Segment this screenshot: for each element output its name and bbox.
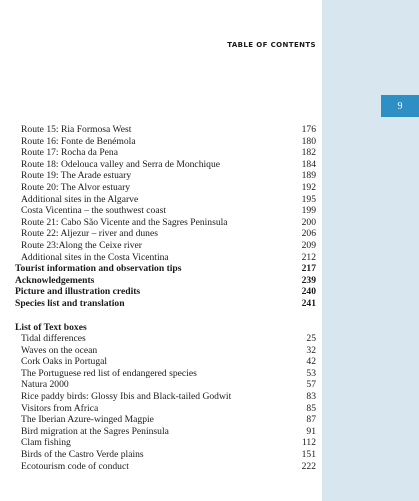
toc-entry-title: Route 17: Rocha da Pena [21,147,118,159]
table-of-contents [15,124,316,472]
toc-entry [15,182,316,194]
toc-entry-page: 180 [301,135,316,147]
toc-entry [15,263,316,275]
toc-entry-title: Species list and translation [15,297,125,309]
toc-entry-title: Birds of the Castro Verde plains [21,449,144,461]
running-header: TABLE OF CONTENTS [227,41,316,49]
toc-entry-page: 212 [301,251,316,263]
toc-entry-page: 85 [306,402,316,414]
toc-entry [15,275,316,287]
toc-entry-title: Visitors from Africa [21,402,99,414]
toc-entry-title: Route 15: Ria Formosa West [21,124,132,135]
toc-entry-title: The Portuguese red list of endangered species [21,367,197,379]
toc-entry [15,426,316,438]
toc-entry-title: Ecotourism code of conduct [21,460,129,472]
toc-entry-page: 25 [306,333,316,345]
toc-entry [15,449,316,461]
toc-entry [15,136,316,148]
toc-entry-title: Additional sites in the Costa Vicentina [21,251,169,263]
toc-entry-page: 200 [301,216,316,228]
toc-entry-page: 222 [301,460,316,472]
toc-entry-title: Cork Oaks in Portugal [21,356,108,368]
toc-entry-page: 91 [306,425,316,437]
toc-entry [15,170,316,182]
toc-entry-page: 217 [301,263,316,275]
toc-entry [15,147,316,159]
toc-entry-title: Costa Vicentina – the southwest coast [21,205,166,217]
toc-entry [15,345,316,357]
toc-entry-page: 206 [301,228,316,240]
toc-entry-page: 57 [306,379,316,391]
toc-entry-page: 184 [301,158,316,170]
toc-entry-page: 176 [301,124,316,135]
toc-entry-title: Route 19: The Arade estuary [21,170,132,182]
toc-entry [15,252,316,264]
toc-entry-page: 87 [306,414,316,426]
toc-entry [15,205,316,217]
route-list [15,124,316,263]
toc-entry [15,414,316,426]
toc-entry-title: Rice paddy birds: Glossy Ibis and Black-tailed Godwit [21,391,232,403]
toc-entry [15,391,316,403]
toc-entry [15,333,316,345]
side-margin-band [322,0,419,501]
toc-entry [15,368,316,380]
toc-entry-page: 239 [301,274,316,286]
toc-entry-page: 32 [306,344,316,356]
toc-entry-title: Waves on the ocean [21,344,98,356]
toc-entry-title: Route 18: Odelouca valley and Serra de Monchique [21,158,221,170]
toc-entry-page: 112 [301,437,316,449]
toc-entry-page: 240 [301,286,316,298]
toc-entry-page: 53 [306,367,316,379]
toc-entry [15,379,316,391]
toc-entry-title: Route 22: Aljezur – river and dunes [21,228,158,240]
text-box-list [15,333,316,472]
toc-entry-title: Natura 2000 [21,379,69,391]
toc-entry-title: Tourist information and observation tips [15,263,182,275]
toc-entry-title: Route 20: The Alvor estuary [21,181,131,193]
text-boxes-heading: List of Text boxes [15,321,87,333]
toc-entry-page: 195 [301,193,316,205]
toc-entry-title: Route 23:Along the Ceixe river [21,239,142,251]
toc-entry-page: 192 [301,181,316,193]
toc-entry [15,461,316,473]
toc-entry-page: 182 [301,147,316,159]
toc-entry-page: 151 [301,449,316,461]
toc-entry [15,124,316,136]
toc-entry-title: The Iberian Azure-winged Magpie [21,414,154,426]
toc-entry [15,298,316,310]
toc-entry [15,159,316,171]
toc-entry-title: Route 21: Cabo São Vicente and the Sagres Peninsula [21,216,228,228]
toc-entry [15,356,316,368]
toc-entry-title: Bird migration at the Sagres Peninsula [21,425,169,437]
toc-entry [15,403,316,415]
main-section-list [15,263,316,309]
toc-entry-page: 209 [301,239,316,251]
toc-entry-page: 83 [306,391,316,403]
toc-entry-title: Route 16: Fonte de Benémola [21,135,136,147]
toc-entry-title: Picture and illustration credits [15,286,141,298]
toc-entry [15,194,316,206]
toc-entry-page: 42 [306,356,316,368]
toc-entry-title: Acknowledgements [15,274,95,286]
toc-entry [15,437,316,449]
toc-entry-page: 199 [301,205,316,217]
toc-entry-title: Tidal differences [21,333,86,345]
toc-entry-page: 189 [301,170,316,182]
toc-entry [15,228,316,240]
toc-entry-page: 241 [301,297,316,309]
toc-entry-title: Additional sites in the Algarve [21,193,139,205]
toc-entry-title: Clam fishing [21,437,71,449]
page-number-tab: 9 [381,95,419,117]
toc-entry [15,286,316,298]
toc-entry [15,240,316,252]
toc-entry [15,217,316,229]
